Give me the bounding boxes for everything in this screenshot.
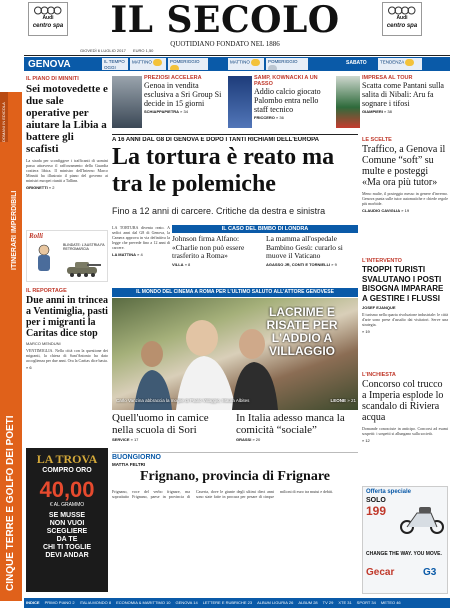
ad-line: DEVI ANDAR bbox=[45, 552, 89, 559]
ad-brand-2: G3 bbox=[423, 567, 437, 578]
teaser-page: » 36 bbox=[276, 115, 284, 120]
editorial-headline: Frignano, provincia di Frignare bbox=[139, 469, 331, 484]
rolli-cartoon[interactable] bbox=[26, 230, 108, 282]
weather-cell bbox=[130, 58, 166, 70]
footer-index-item[interactable]: SPORT 34 bbox=[356, 600, 376, 605]
weather-label: MATTINO bbox=[230, 59, 250, 65]
footer-index-item[interactable]: ALBUM 28 bbox=[298, 600, 318, 605]
cartoon-label: Rolli bbox=[29, 232, 44, 240]
footer-index-item[interactable]: METEO 46 bbox=[380, 600, 401, 605]
teaser-photo[interactable] bbox=[336, 76, 360, 128]
main-kicker: A 16 ANNI DAL G8 DI GENOVA E DOPO I TANTI RICHIAMI DELL'EUROPA bbox=[112, 137, 319, 143]
case-story[interactable] bbox=[266, 235, 358, 285]
main-top-rule bbox=[112, 134, 358, 135]
left-sponsor-brand: Audi bbox=[42, 15, 54, 21]
left-story-2[interactable] bbox=[26, 288, 108, 438]
photo-caption-byline: LEONE bbox=[330, 398, 346, 403]
ad-line: SE MUSSE bbox=[48, 512, 86, 519]
teaser-byline: FRICCERO bbox=[254, 115, 275, 120]
sub-story-byline: GRASSI bbox=[236, 437, 252, 442]
footer-index-item[interactable]: PRIMO PIANO 2 bbox=[44, 600, 75, 605]
teaser-kicker: SAMP, KOWNACKI A UN PASSO bbox=[254, 75, 318, 87]
audi-rings-icon bbox=[33, 6, 63, 15]
story-page: » 19 bbox=[362, 329, 370, 334]
ad-scooter[interactable] bbox=[362, 486, 448, 594]
ad-line: SCEGLIERE bbox=[46, 528, 88, 535]
story-headline: Traffico, a Genova il Comune “soft” su multe e posteggi «Ma ora più tutor» bbox=[362, 144, 446, 188]
case-story[interactable] bbox=[172, 235, 262, 285]
ad-tag: COMPRO ORO bbox=[42, 467, 92, 474]
ad-tagline: CHANGE THE WAY. YOU MOVE. bbox=[366, 551, 442, 557]
top-teaser[interactable] bbox=[254, 75, 334, 131]
top-teaser[interactable] bbox=[144, 75, 226, 131]
weather-cell bbox=[378, 58, 422, 70]
ad-compro-oro[interactable] bbox=[26, 448, 108, 592]
masthead-subtitle: QUOTIDIANO FONDATO NEL 1886 bbox=[170, 40, 280, 48]
story-byline: MARCO MENDUNI bbox=[26, 341, 61, 346]
right-sponsor-slogan: centro spa bbox=[386, 23, 418, 29]
ad-price: 199 bbox=[366, 504, 387, 518]
footer-index-item[interactable]: ITALIA MONDO 8 bbox=[79, 600, 112, 605]
figure-icon bbox=[31, 243, 57, 275]
case-page: » 9 bbox=[331, 261, 337, 267]
teaser-kicker: PREZIOSI ACCELERA bbox=[144, 75, 202, 81]
left-sponsor-slogan: centro spa bbox=[32, 23, 64, 29]
teaser-kicker: IMPRESA AL TOUR bbox=[362, 75, 413, 81]
photo-sub-story[interactable] bbox=[112, 412, 232, 450]
story-page: » 12 bbox=[362, 438, 370, 443]
ad-model: SOLO bbox=[366, 497, 386, 504]
main-page: » 4 bbox=[137, 252, 143, 257]
sub-story-byline: SERVICE bbox=[112, 437, 130, 442]
photo-caption: Carlo Vanzina abbraccia la moglie di Paolo Villaggio, Maura Albites bbox=[116, 398, 250, 403]
footer-index-item[interactable]: LETTERE E RUBRICHE 23 bbox=[202, 600, 253, 605]
ad-brand: LA TROVA bbox=[36, 452, 98, 466]
story-body: VENTIMIGLIA. Nella città con la questione dei migranti, la chiesa di Sant'Antonio ha dato accoglienza per due anni. Ora la Caritas dice basta. bbox=[26, 348, 108, 363]
weather-label: IL TEMPO OGGI bbox=[104, 59, 125, 70]
side-banner-tag-text: DOMANI IN EDICOLA bbox=[1, 102, 6, 142]
case-byline: VILLA bbox=[172, 261, 184, 267]
story-headline: Concorso col trucco a Imperia esplode lo scandalo di Riviera acqua bbox=[362, 379, 444, 423]
side-banner-subtitle: ITINERARI IMPERDIBILI bbox=[11, 190, 18, 270]
top-teaser[interactable] bbox=[362, 75, 448, 131]
sub-story-headline: In Italia adesso manca la comicità “sociale” bbox=[236, 412, 345, 436]
case-kicker: IL CASO DEL BIMBO DI LONDRA bbox=[172, 225, 358, 233]
sun-icon bbox=[251, 59, 260, 66]
teaser-headline: Genoa in vendita esclusiva a Sri Group Si decide in 15 giorni bbox=[144, 81, 222, 108]
story-kicker: IL REPORTAGE bbox=[26, 288, 67, 294]
photo-overlay-text: LACRIME E RISATE PER L'ADDIO A VILLAGGIO bbox=[266, 306, 338, 358]
editorial-body: Frignano, voce del verbo frignare, ma soprattutto Frignano, paese in provincia di Caserta, dove le giunte degli ultimi dieci anni sono state fatte in procura per pesare di cinque milioni di euro tra mutui e debiti. bbox=[112, 489, 334, 499]
right-story-2[interactable] bbox=[362, 258, 448, 368]
masthead-divider bbox=[24, 55, 450, 56]
photo-caption-page: » 21 bbox=[347, 398, 356, 403]
story-byline: GRIGNETTI bbox=[26, 185, 48, 190]
teaser-headline: Addio calcio giocato Palombo entra nello staff tecnico bbox=[254, 87, 321, 114]
story-kicker: L'INCHIESTA bbox=[362, 372, 396, 378]
right-sponsor-brand: Audi bbox=[396, 15, 408, 21]
photo-main[interactable] bbox=[112, 298, 358, 410]
story-byline: JOSEF EJANQUE bbox=[362, 305, 396, 310]
case-headline: Johnson firma Alfano: «Charlie non può essere trasferito a Roma» bbox=[172, 235, 245, 260]
footer-index-item[interactable]: XTE 31 bbox=[338, 600, 352, 605]
ad-line: NON VUOI bbox=[49, 520, 85, 527]
ad-unit: € AL GRAMMO bbox=[49, 502, 85, 508]
sub-story-headline: Quell'uomo in camice nella scuola di Sori bbox=[112, 412, 209, 436]
side-banner-text: CINQUE TERRE E GOLFO DEI POETI bbox=[5, 415, 16, 591]
teaser-headline: Scatta come Pantani sulla salita di Nibali: Aru fa sognare i tifosi bbox=[362, 81, 444, 108]
photo-kicker: IL MONDO DEL CINEMA A ROMA PER L'ULTIMO SALUTO ALL'ATTORE GENOVESE bbox=[112, 288, 358, 297]
editorial-kicker: BUONGIORNO bbox=[112, 454, 161, 461]
teaser-byline: SCHIAPPAPIETRA bbox=[144, 109, 180, 114]
sun-icon bbox=[170, 65, 179, 70]
masthead-title[interactable]: IL SECOLO bbox=[110, 0, 340, 40]
story-headline: TROPPI TURISTI SVALUTANO I POSTI BISOGNA IMPARARE A GESTIRE I FLUSSI bbox=[362, 265, 444, 303]
story-headline: Sei motovedette e due sale operative per aiutare la Libia a battere gli scafisti bbox=[26, 83, 108, 155]
footer-index-list bbox=[26, 599, 448, 607]
main-body-text: LA TORTURA diventa reato. A sedici anni dal G8 di Genova, la Camera approva in via definitiva la legge che prevede fino a 12 anni di carcere. bbox=[112, 225, 170, 250]
footer-index-item[interactable]: ECONOMIA & MARITTIMO 10 bbox=[116, 600, 171, 605]
weather-cell bbox=[266, 58, 308, 70]
teaser-byline: GIAMPIERI bbox=[362, 109, 383, 114]
editorial-author: MATTIA FELTRI bbox=[112, 462, 146, 467]
editorial[interactable] bbox=[112, 454, 358, 594]
right-story-3[interactable] bbox=[362, 372, 448, 482]
footer-index-item[interactable]: ALBUM LIGURIA 26 bbox=[257, 600, 294, 605]
teaser-photo[interactable] bbox=[112, 76, 142, 128]
right-sponsor-box[interactable] bbox=[382, 2, 422, 36]
left-sponsor-box[interactable] bbox=[28, 2, 68, 36]
editorial-rule bbox=[112, 452, 358, 453]
ad-label: Offerta speciale bbox=[366, 489, 412, 495]
weather-cell bbox=[168, 58, 208, 70]
story-page: » 6 bbox=[26, 365, 32, 370]
footer-index-item[interactable]: GENOVA 14 bbox=[175, 600, 198, 605]
weather-label: MATTINO bbox=[132, 59, 152, 65]
story-headline: Due anni in trincea a Ventimiglia, pasti per i migranti la Caritas dice stop bbox=[26, 295, 108, 339]
sub-story-page: » 20 bbox=[252, 437, 261, 442]
ad-price: 40,00 bbox=[39, 477, 95, 502]
right-story-1[interactable] bbox=[362, 137, 448, 255]
story-kicker: IL PIANO DI MINNITI bbox=[26, 76, 79, 82]
ad-line: CHI TI TOGLIE bbox=[42, 544, 92, 551]
main-subhead: Fino a 12 anni di carcere. Critiche da destra e sinistra bbox=[112, 206, 326, 216]
case-headline: La mamma all'ospedale Bambino Gesù: curarlo si muove il Vaticano bbox=[266, 235, 343, 260]
story-page: » 2 bbox=[48, 185, 55, 190]
teaser-page: » 38 bbox=[384, 109, 392, 114]
sun-icon bbox=[153, 59, 162, 66]
weather-label: POMERIGGIO bbox=[268, 59, 298, 64]
photo-sub-story[interactable] bbox=[236, 412, 358, 450]
case-byline: AGASSO JR, CONTI E TORNIELLI bbox=[266, 261, 331, 267]
story-kicker: L'INTERVENTO bbox=[362, 258, 402, 264]
teaser-page: » 34 bbox=[180, 109, 188, 114]
story-page: » 19 bbox=[401, 208, 410, 213]
side-banner-sub bbox=[8, 110, 22, 270]
cartoon-caption: BLINDATE: L'AUSTRIA FA RETROMARCIA bbox=[63, 243, 105, 251]
side-banner-tag bbox=[0, 92, 8, 142]
story-kicker: LE SCELTE bbox=[362, 137, 392, 143]
teaser-photo[interactable] bbox=[228, 76, 252, 128]
scooter-icon bbox=[397, 499, 447, 535]
story-body: Meno multe, il posteggio messo in genere d'inverno. Genova punta sulle tutor automatiche e chiede regole più morbide. bbox=[362, 191, 448, 206]
weather-label: TENDENZA bbox=[380, 59, 405, 65]
issue-date: GIOVEDÌ 6 LUGLIO 2017 bbox=[80, 48, 126, 53]
issue-price: EURO 1,50 bbox=[132, 48, 154, 53]
ad-brand: Gecar bbox=[366, 567, 395, 578]
footer-index-item[interactable]: TV 29 bbox=[322, 600, 334, 605]
sub-story-page: » 17 bbox=[130, 437, 139, 442]
story-byline: CLAUDIO CAVIGLIA bbox=[362, 208, 401, 213]
story-body: Il turismo nella quarta rivoluzione industriale: le città d'arte sono prese d'assalto dai visitatori. Serve una strategia. bbox=[362, 312, 448, 327]
case-page: » 8 bbox=[184, 261, 191, 267]
weather-cell bbox=[228, 58, 264, 70]
cloud-icon bbox=[268, 65, 277, 70]
main-body bbox=[112, 225, 170, 285]
story-body: La strada per sconfiggere i trafficanti di uomini passa attraverso il rafforzamento della Guardia costiera libica. Il ministro dell'Interno Marco Minniti ha illustrato il piano del governo ai ministri europei riuniti a Tallinn. bbox=[26, 158, 108, 183]
ad-line: DA TE bbox=[56, 536, 78, 543]
sun-icon bbox=[405, 59, 414, 66]
weather-cell bbox=[102, 58, 128, 70]
footer-index-title: INDICE bbox=[26, 600, 40, 605]
edition-city[interactable]: GENOVA bbox=[28, 59, 71, 70]
audi-rings-icon bbox=[387, 6, 417, 15]
weather-day: SABATO bbox=[346, 60, 367, 66]
main-byline: LA MATTINA bbox=[112, 252, 136, 257]
left-story-1[interactable] bbox=[26, 76, 108, 226]
main-headline[interactable]: La tortura è reato ma tra le polemiche bbox=[112, 144, 335, 197]
tank-icon bbox=[63, 257, 103, 279]
story-body: Domande conosciute in anticipo. Concorsi ad esami sospetti: i sospetti si allungano sulla società. bbox=[362, 426, 448, 436]
weather-label: POMERIGGIO bbox=[170, 59, 200, 64]
